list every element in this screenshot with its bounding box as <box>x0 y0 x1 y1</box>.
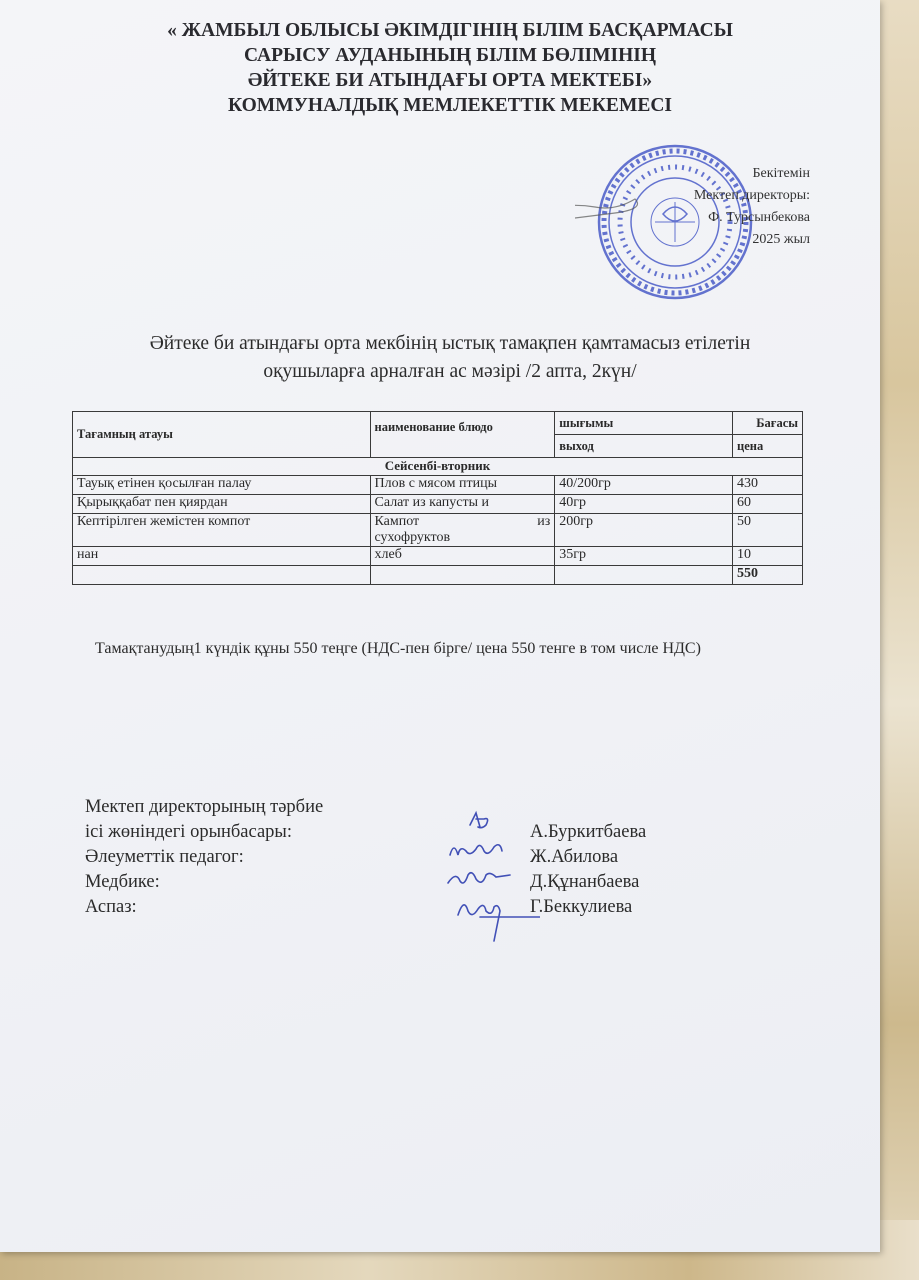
approval-line-4: 2025 жыл <box>752 232 810 247</box>
menu-title-line-2: оқушыларға арналған ас мәзірі /2 апта, 2күн/ <box>263 361 637 382</box>
cell-name-kz: Тауық етінен қосылған палау <box>73 476 371 495</box>
section-day: Сейсенбі-вторник <box>73 458 803 476</box>
approval-line-3: Ф. Турсынбекова <box>708 210 810 225</box>
cell-price: 10 <box>733 547 803 566</box>
cell-name-kz: Кептірілген жемістен компот <box>73 514 371 547</box>
cell-yield: 40гр <box>555 495 733 514</box>
header-price-ru: цена <box>733 435 803 458</box>
cell-name-ru-part-2: из <box>537 514 551 529</box>
cell-price: 430 <box>733 476 803 495</box>
role-cook: Аспаз: <box>85 897 137 917</box>
cell-name-kz: Қырыққабат пен қиярдан <box>73 495 371 514</box>
header-yield-kz: шығымы <box>555 412 733 435</box>
daily-cost-line: Тамақтанудың1 күндік құны 550 теңге (НДС-пен бірге/ цена 550 тенге в том числе НДС) <box>95 640 701 657</box>
name-cook: Г.Беккулиева <box>530 897 633 917</box>
name-deputy-director: А.Буркитбаева <box>530 822 647 842</box>
header-line-4: КОММУНАЛДЫҚ МЕМЛЕКЕТТІК МЕКЕМЕСІ <box>227 95 673 116</box>
cell-yield: 40/200гр <box>555 476 733 495</box>
role-nurse: Медбике: <box>85 872 160 892</box>
table-header-row <box>73 412 803 435</box>
table-row <box>73 547 803 566</box>
name-social-pedagogue: Ж.Абилова <box>530 847 619 867</box>
header-line-1: « ЖАМБЫЛ ОБЛЫСЫ ӘКІМДІГІНІҢ БІЛІМ БАСҚАРМАСЫ <box>167 20 733 41</box>
table-section-row <box>73 458 803 476</box>
cell-yield: 200гр <box>555 514 733 547</box>
menu-table <box>72 411 803 585</box>
role-deputy-director-line-1: Мектеп директорының тәрбие <box>85 797 324 817</box>
table-row <box>73 476 803 495</box>
menu-title-line-1: Әйтеке би атындағы орта мекбінің ыстық тамақпен қамтамасыз етілетін <box>149 333 751 354</box>
cell-name-ru: Салат из капусты и <box>370 495 555 514</box>
cell-name-ru: хлеб <box>370 547 555 566</box>
table-row <box>73 495 803 514</box>
header-line-3: ӘЙТЕКЕ БИ АТЫНДАҒЫ ОРТА МЕКТЕБІ» <box>247 70 653 91</box>
approval-block <box>600 163 810 251</box>
name-nurse: Д.Құнанбаева <box>530 872 640 892</box>
cell-total: 550 <box>733 566 803 585</box>
signature-block <box>85 795 685 920</box>
menu-title <box>70 330 830 386</box>
header-line-2: САРЫСУ АУДАНЫНЫҢ БІЛІМ БӨЛІМІНІҢ <box>243 45 657 66</box>
cell-name-ru: Плов с мясом птицы <box>370 476 555 495</box>
role-social-pedagogue: Әлеуметтік педагог: <box>85 847 244 867</box>
header-price-kz: Бағасы <box>733 412 803 435</box>
table-row <box>73 514 803 547</box>
cell-yield: 35гр <box>555 547 733 566</box>
header-name-kz: Тағамның атауы <box>73 412 371 458</box>
header-yield-ru: выход <box>555 435 733 458</box>
cell-price: 60 <box>733 495 803 514</box>
header-name-ru: наименование блюдо <box>370 412 555 458</box>
cell-price: 50 <box>733 514 803 547</box>
approval-line-2: Мектеп директоры: <box>693 188 810 203</box>
table-total-row <box>73 566 803 585</box>
document-header <box>60 18 840 118</box>
approval-line-1: Бекітемін <box>752 166 810 181</box>
cell-name-ru <box>370 514 555 547</box>
cell-name-kz: нан <box>73 547 371 566</box>
role-deputy-director-line-2: ісі жөніндегі орынбасары: <box>85 822 292 842</box>
cell-name-ru-part-3: сухофруктов <box>374 530 451 545</box>
cell-name-ru-part-1: Кампот <box>374 514 420 529</box>
handwritten-signatures <box>440 805 540 955</box>
